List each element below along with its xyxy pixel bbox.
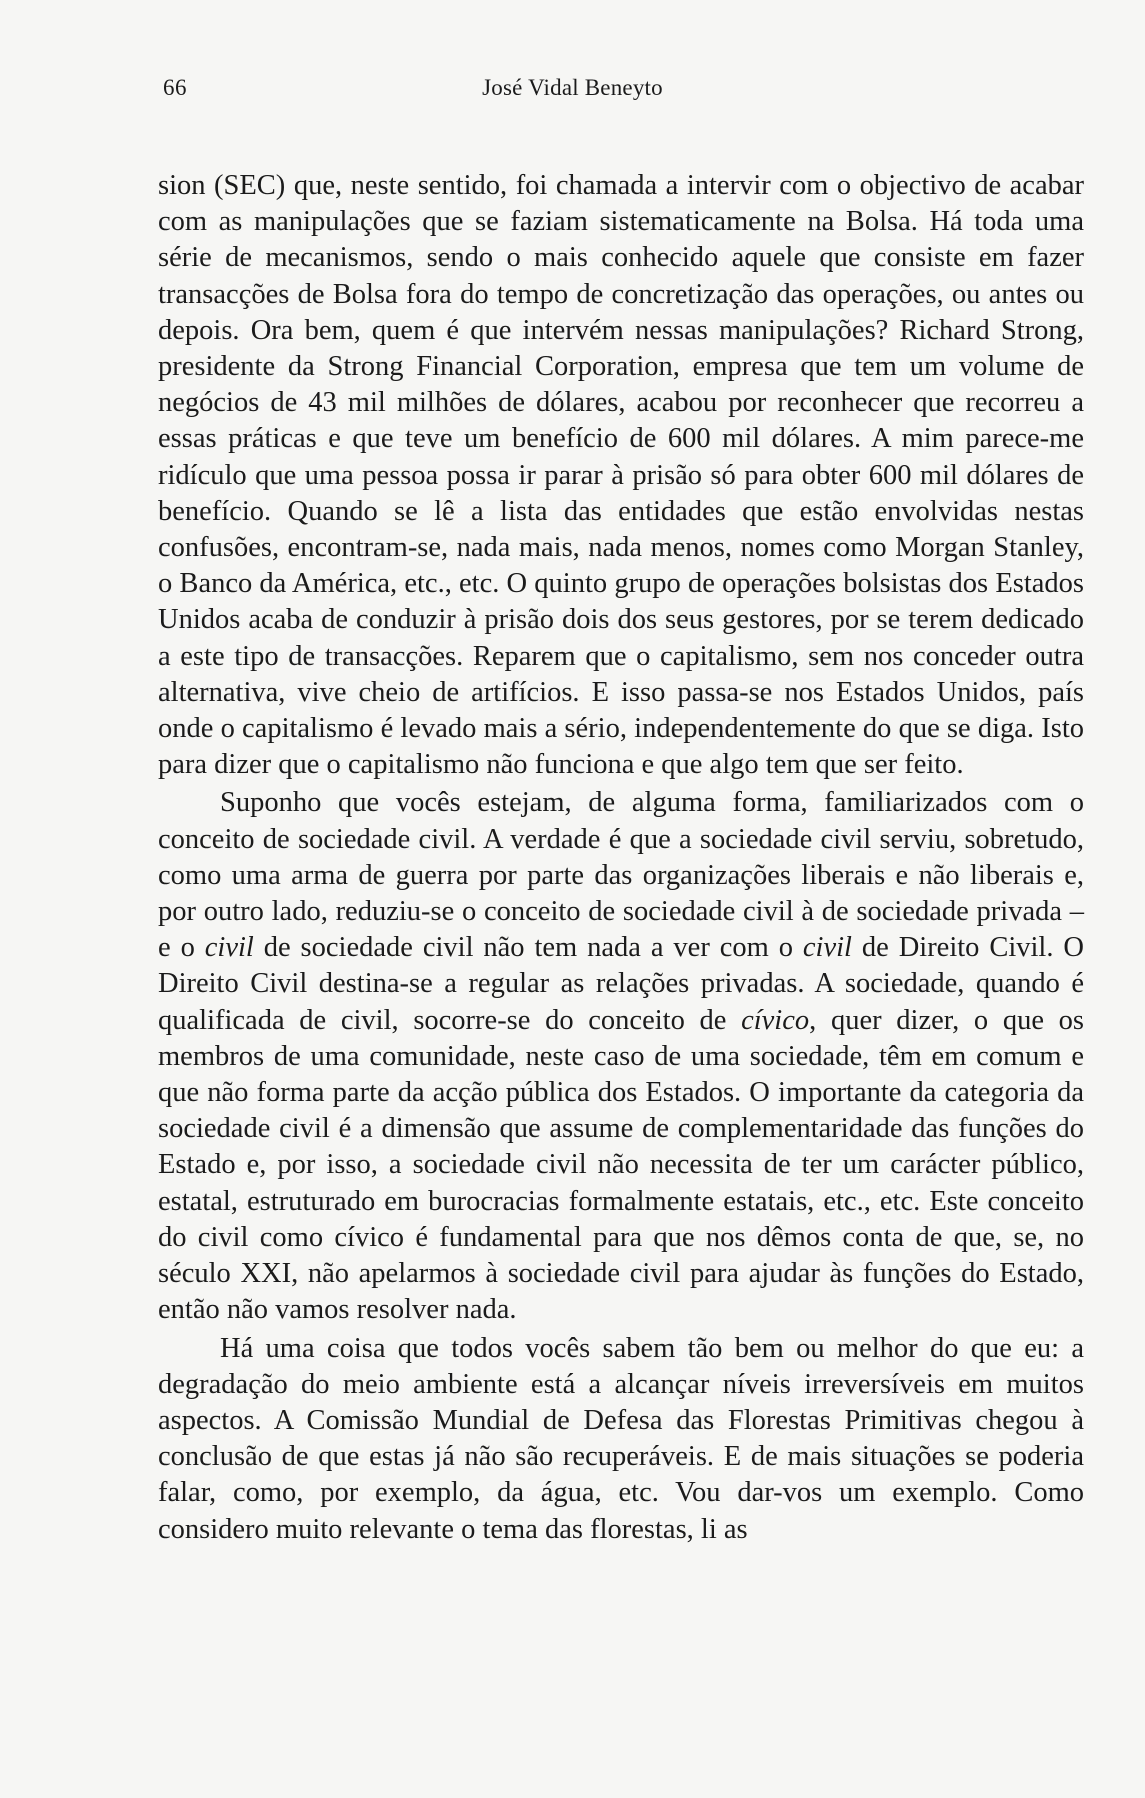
page-header (0, 68, 1145, 108)
emphasis-text: cívico (741, 1004, 810, 1036)
paragraph-text: Suponho que vocês estejam, de alguma forma, familiarizados com o conceito de sociedade civil. A verdade é que a sociedade civil serviu, sobretudo, como uma arma de guerra por parte das organizações liberais e não liberais e, por outro lado, reduziu-se o conceito de sociedade civil à de sociedade privada – e o (158, 787, 1084, 964)
paragraph (158, 785, 1084, 1328)
emphasis-text: civil (204, 932, 254, 964)
paragraph-text: Há uma coisa que todos vocês sabem tão bem ou melhor do que eu: a degradação do meio ambiente está a alcançar níveis irreversíveis em muitos aspectos. A Comissão Mundial de Defesa das Florestas Primitivas chegou à conclusão de que estas já não são recuperáveis. E de mais situações se poderia falar, como, por exemplo, da água, etc. Vou dar-vos um exemplo. Como considero muito relevante o tema das florestas, li as (158, 1332, 1084, 1545)
body-text (158, 168, 1084, 1548)
emphasis-text: civil (802, 932, 852, 964)
paragraph (158, 168, 1084, 783)
paragraph-text: de sociedade civil não tem nada a ver com o (253, 932, 803, 964)
paragraph-text: de Direito Civil. O Direito Civil destina-se a regular as relações privadas. A sociedade, quando é qualificada de civil, socorre-se do conceito de (158, 932, 1084, 1036)
paragraph-text: , quer dizer, o que os membros de uma comunidade, neste caso de uma sociedade, têm em comum e que não forma parte da acção pública dos Estados. O importante da categoria da sociedade civil é a dimensão que assume de complementaridade das funções do Estado e, por isso, a sociedade civil não necessita de ter um carácter público, estatal, estruturado em burocracias formalmente estatais, etc., etc. Este conceito do civil como cívico é fundamental para que nos dêmos conta de que, se, no século XXI, não apelarmos à sociedade civil para ajudar às funções do Estado, então não vamos resolver nada. (158, 1004, 1085, 1326)
paragraph-text: sion (SEC) que, neste sentido, foi chamada a intervir com o objectivo de acabar com as manipulações que se faziam sistematicamente na Bolsa. Há toda uma série de mecanismos, sendo o mais conhecido aquele que consiste em fazer transacções de Bolsa fora do tempo de concretização das operações, ou antes ou depois. Ora bem, quem é que intervém nessas manipulações? Richard Strong, presidente da Strong Financial Corporation, empresa que tem um volume de negócios de 43 mil milhões de dólares, acabou por reconhecer que recorreu a essas práticas e que teve um benefício de 600 mil dólares. A mim parece-me ridículo que uma pessoa possa ir parar à prisão só para obter 600 mil dólares de benefício. Quando se lê a lista das entidades que estão envolvidas nestas confusões, encontram-se, nada mais, nada menos, nomes como Morgan Stanley, o Banco da América, etc., etc. O quinto grupo de operações bolsistas dos Estados Unidos acaba de conduzir à prisão dois dos seus gestores, por se terem dedicado a este tipo de transacções. Reparem que o capitalismo, sem nos conceder outra alternativa, vive cheio de artifícios. E isso passa-se nos Estados Unidos, país onde o capitalismo é levado mais a sério, independentemente do que se diga. Isto para dizer que o capitalismo não funciona e que algo tem que ser feito. (158, 170, 1084, 781)
page-number: 66 (163, 75, 187, 100)
paragraph (158, 1331, 1084, 1548)
running-head: José Vidal Beneyto (482, 75, 663, 100)
